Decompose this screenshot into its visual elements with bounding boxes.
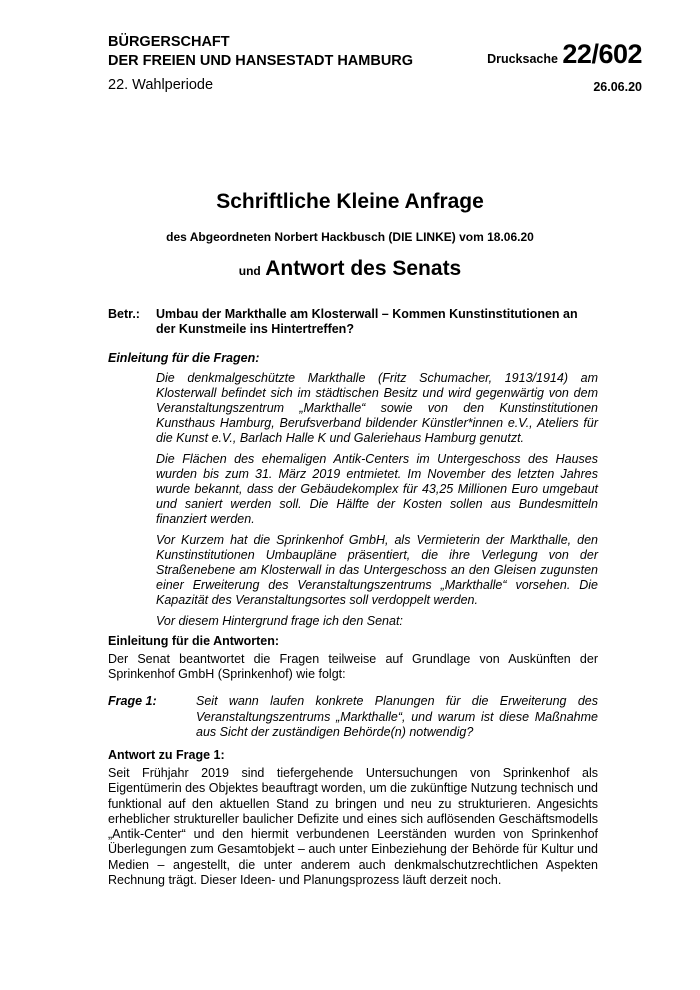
subject-line — [108, 307, 598, 337]
intro-heading: Einleitung für die Fragen: — [108, 351, 260, 366]
parliament-name — [108, 33, 413, 71]
answers-intro: Der Senat beantwortet die Fragen teilweise auf Grundlage von Auskünften der Sprinkenhof GmbH (Sprinkenhof) wie folgt: — [108, 652, 598, 682]
legislative-period: 22. Wahlperiode — [108, 77, 214, 93]
answer-1-text: Seit Frühjahr 2019 sind tiefergehende Untersuchungen von Sprinkenhof als Eigentümerin des Objektes beauftragt worden, um die zukünftige Nutzung technisch und funktional auf den aktuellen Stand zu bringen und neu zu strukturieren. Angesichts erheblicher struktureller baulicher Defizite und eines sich auflösenden Geschäftsmodells „Antik-Center“ und den hiermit verbundenen Leerständen wurden von Sprinkenhof Überlegungen zum Gesamtobjekt – auch unter Einbeziehung der Behörde für Kultur und Medien – angestellt, die unter anderem auch denkmalschutzrechtlichen Aspekten Rechnung trägt. Dieser Ideen- und Planungsprozess läuft derzeit noch. — [108, 766, 598, 887]
document-number-block — [487, 39, 642, 70]
answer-1-heading: Antwort zu Frage 1: — [108, 748, 225, 763]
document-date: 26.06.20 — [593, 80, 642, 94]
subject-text: Umbau der Markthalle am Klosterwall – Kommen Kunstinstitutionen an der Kunstmeile ins Hintertreffen? — [156, 307, 578, 337]
question-1-label: Frage 1: — [108, 694, 157, 709]
intro-paragraph: Die Flächen des ehemaligen Antik-Centers im Untergeschoss des Hauses wurden bis zum 31. März 2019 entmietet. Im November des letzten Jahres wurde bekannt, dass der Gebäudekomplex für 43,25 Millionen Euro umgebaut und saniert werden soll. Die Hälfte der Kosten sollen aus Bundesmitteln finanziert werden. — [156, 451, 598, 527]
question-1 — [108, 694, 598, 740]
answer-heading-und: und — [238, 264, 261, 278]
page-subtitle: des Abgeordneten Norbert Hackbusch (DIE LINKE) vom 18.06.20 — [166, 230, 534, 244]
page-title: Schriftliche Kleine Anfrage — [216, 190, 484, 213]
intro-paragraph: Vor diesem Hintergrund frage ich den Senat: — [156, 613, 403, 628]
subject-label: Betr.: — [108, 307, 140, 321]
question-1-text: Seit wann laufen konkrete Planungen für die Erweiterung des Veranstaltungszentrums „Markthalle“, und warum ist diese Maßnahme aus Sicht der zuständigen Behörde(n) notwendig? — [196, 694, 598, 739]
document-number: 22/602 — [562, 39, 642, 69]
answer-heading — [0, 257, 700, 281]
document-body — [108, 307, 598, 892]
answers-heading: Einleitung für die Antworten: — [108, 633, 280, 648]
parliament-name-line1: BÜRGERSCHAFT — [108, 34, 230, 50]
document-label: Drucksache — [487, 52, 558, 66]
parliament-name-line2: DER FREIEN UND HANSESTADT HAMBURG — [108, 53, 414, 69]
intro-paragraph: Vor Kurzem hat die Sprinkenhof GmbH, als Vermieterin der Markthalle, den Kunstinstitutionen Umbaupläne präsentiert, die ihre Verlegung von der Straßenebene am Klosterwall in das Untergeschoss an den Gleisen zugunsten einer Erweiterung des Veranstaltungszentrums „Markthalle“ vorsehen. Die Kapazität des Veranstaltungsortes soll verdoppelt werden. — [156, 532, 598, 608]
answer-heading-title: Antwort des Senats — [265, 257, 462, 280]
intro-paragraph: Die denkmalgeschützte Markthalle (Fritz Schumacher, 1913/1914) am Klosterwall befindet sich im städtischen Besitz und wird gegenwärtig von dem Veranstaltungszentrum „Markthalle“ sowie von den Kunstinstitutionen Kunsthaus Hamburg, Berufsverband bildender Künstler*innen e.V., Ateliers für die Kunst e.V., Barlach Halle K und Galeriehaus Hamburg genutzt. — [156, 370, 598, 446]
